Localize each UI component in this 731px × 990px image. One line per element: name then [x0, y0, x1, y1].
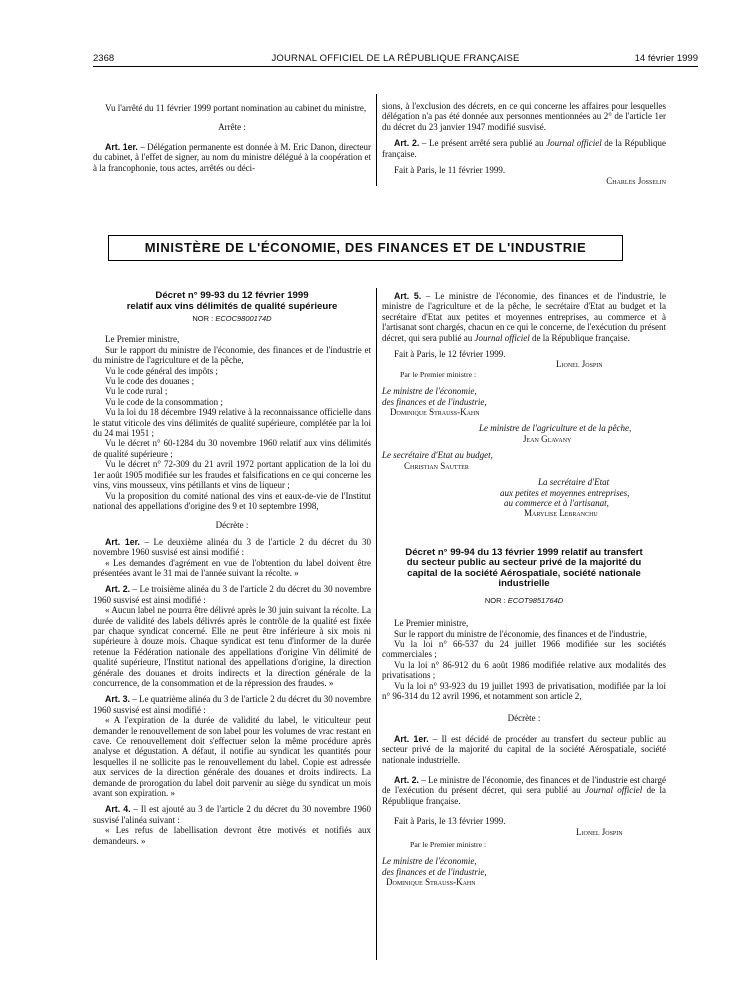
article-1: Art. 1er. – Le deuxième alinéa du 3 de l'article 2 du décret du 30 novembre 1960 susvisé est ainsi modifié :: [93, 536, 372, 558]
signatory-block: Le secrétaire d'Etat au budget, Christian Sautter: [382, 450, 666, 471]
article-1: Art. 1er. – Il est décidé de procéder au transfert du secteur public au secteur privé de la majorité du capital de la société Aérospatiale, société nationale industrielle.: [382, 733, 666, 765]
visa-paragraph: Vu l'arrêté du 11 février 1999 portant nomination au cabinet du ministre,: [105, 103, 367, 113]
top-right-column: [382, 101, 666, 187]
fait-line: Fait à Paris, le 13 février 1999.: [394, 816, 506, 827]
article-label: Art. 3.: [105, 694, 130, 705]
ministry-heading: MINISTÈRE DE L'ÉCONOMIE, DES FINANCES ET DE L'INDUSTRIE: [108, 235, 623, 261]
signatory-block: Le ministre de l'agriculture et de la pêche, Jean Glavany: [382, 423, 666, 444]
fait-line: Fait à Paris, le 11 février 1999.: [394, 165, 506, 176]
article-label: Art. 1er.: [105, 536, 141, 547]
premier-ministre: Le Premier ministre,: [394, 618, 469, 629]
visa-item: Vu la loi du 18 décembre 1949 relative à la reconnaissance officielle dans le statut viticole des vins délimités de qualité supérieure, complétée par la loi du 24 mai 1951 ;: [93, 407, 371, 439]
article-2: Art. 2. – Le ministre de l'économie, des finances et de l'industrie est chargé de l'exécution du présent décret, qui sera publié au Journal officiel de la République française.: [382, 775, 667, 806]
article-5: Art. 5. – Le ministre de l'économie, des finances et de l'industrie, le ministre de l'agriculture et de la pêche, le secrétaire d'Etat au budget et la secrétaire d'Etat aux petites et moyennes entreprises, au commerce et à l'artisanat sont chargés, chacun en ce qui le concerne, de l'exécution du présent décret, qui sera publié au Journal officiel de la République française.: [382, 291, 666, 343]
signatory-name: Dominique Strauss-Kahn: [386, 877, 476, 888]
article-1-quote: « Les demandes d'agrément en vue de l'obtention du label doivent être présentées avant le 31 mai de l'année suivant la récolte. »: [93, 557, 371, 578]
article-4: Art. 4. – Il est ajouté au 3 de l'article 2 du décret du 30 novembre 1960 susvisé l'alinéa suivant :: [93, 804, 371, 825]
signatory-name: Marylise Lebranchu: [524, 508, 598, 519]
decree-title: Décret n° 99-94 du 13 février 1999 relatif au transfert du secteur public au secteur privé de la majorité du capital de la société Aérospatiale, société nationale industrielle: [405, 546, 643, 590]
visa-item: Vu la loi n° 86-912 du 6 août 1986 modifiée relative aux modalités des privatisations ;: [382, 659, 666, 681]
article-paragraph: [93, 142, 371, 173]
right-main-column: [382, 291, 666, 888]
article-3-quote: « A l'expiration de la durée de validité du label, le viticulteur peut demander le renouvellement de son label pour les volumes de vrac restant en cave. Ce renouvellement doit s'effectuer selon la même procédure après analyse et dégustation. A défaut, il notifie au syndicat les quantités pour lesquelles il ne sollicite pas le renouvellement du label. Copie est adressée aux services de la direction générale des douanes et droits indirects. La demande de prorogation du label doit parvenir au siège du syndicat un mois avant son expiration. »: [93, 715, 371, 799]
visa-item: Vu la loi n° 66-537 du 24 juillet 1966 modifiée sur les sociétés commerciales ;: [382, 638, 666, 660]
decree-99-93-column: [93, 291, 371, 846]
column-divider-top: [376, 94, 377, 186]
article-label: Art. 2.: [394, 775, 419, 785]
article-paragraph: Art. 2. – Le présent arrêté sera publié au Journal officiel de la République française.: [382, 138, 667, 159]
column-divider-main: [376, 288, 377, 960]
signatory-block: Le ministre de l'économie, des finances et de l'industrie, Dominique Strauss-Kahn: [382, 856, 666, 887]
top-left-column: [93, 103, 371, 173]
signatory-block: Le ministre de l'économie, des finances et de l'industrie, Dominique Strauss-Kahn: [382, 386, 666, 417]
article-label: Art. 4.: [105, 804, 131, 815]
journal-title: JOURNAL OFFICIEL DE LA RÉPUBLIQUE FRANÇAISE: [271, 53, 520, 64]
article-2-quote: « Aucun label ne pourra être délivré après le 30 juin suivant la récolte. La durée de validité des labels délivrés après le contrôle de la qualité est fixée par chaque syndicat concerné. Elle ne peut être inférieure à six mois ni supérieure à douze mois. Chaque syndicat est tenu d'informer de la durée retenue la Fédération nationale des appellations d'origine Vin délimité de qualité supérieure, l'Institut national des appellations d'origine, la direction générale des douanes et droits indirects et la direction générale de la concurrence, de la consommation et de la répression des fraudes. »: [93, 605, 371, 688]
visa-item: Vu la loi n° 93-923 du 19 juillet 1993 de privatisation, modifiée par la loi n° 96-314 du 12 avril 1996, et notamment son article 2,: [382, 680, 666, 701]
article-label: Art. 1er.: [105, 141, 138, 152]
visa-item: Vu le décret n° 72-309 du 21 avril 1972 portant application de la loi du 1er août 1905 modifiée sur les fraudes et falsifications en ce qui concerne les vins, vins mousseux, vins pétillants et vins de liqueur ;: [93, 459, 371, 491]
signatory-name: Jean Glavany: [523, 433, 572, 444]
signature-pm: Lionel Jospin: [576, 826, 623, 837]
article-label: Art. 5.: [394, 291, 422, 301]
journal-reference: Journal officiel: [546, 138, 602, 149]
signature: Charles Josselin: [606, 176, 666, 187]
visa-list: [382, 629, 666, 702]
article-label: Art. 2.: [105, 584, 131, 595]
signatory-block: La secrétaire d'Etat aux petites et moyennes entreprises, au commerce et à l'artisanat, Marylise Lebranchu: [382, 477, 666, 519]
visa-item: Vu le décret n° 60-1284 du 30 novembre 1960 relatif aux vins délimités de qualité supérieure ;: [93, 438, 371, 459]
article-3: Art. 3. – Le quatrième alinéa du 3 de l'article 2 du décret du 30 novembre 1960 susvisé est ainsi modifié :: [93, 694, 371, 715]
premier-ministre: Le Premier ministre,: [105, 334, 180, 345]
visa-item: Vu le code général des impôts ;: [105, 365, 218, 376]
nor-reference: NOR : ECOT9851764D: [484, 595, 564, 605]
decrete-heading: Décrète :: [507, 713, 541, 724]
fait-line: Fait à Paris, le 12 février 1999.: [394, 349, 506, 360]
article-4-quote: « Les refus de labellisation devront être motivés et notifiés aux demandeurs. »: [93, 825, 371, 846]
article-text: – Délégation permanente est donnée à M. Eric Danon, directeur du cabinet, à l'effet de signer, au nom du ministre délégué à la coopération et à la francophonie, tous actes, arrêtés ou déci-: [93, 141, 371, 173]
signatory-name: Christian Sautter: [404, 460, 469, 471]
visa-item: Sur le rapport du ministre de l'économie, des finances et de l'industrie,: [394, 628, 647, 639]
arrete-heading: Arrête :: [218, 122, 246, 133]
visa-list: [93, 345, 371, 512]
continued-paragraph: sions, à l'exclusion des décrets, en ce qui concerne les affaires pour lesquelles délégation n'a pas été donnée aux personnes mentionnées au 2° de l'article 1er du décret du 23 janvier 1947 modifié susvisé.: [382, 101, 666, 132]
header-rule: [93, 66, 698, 67]
signature-pm: Lionel Jospin: [556, 359, 603, 370]
visa-item: Vu le code des douanes ;: [105, 376, 195, 387]
signatory-name: Dominique Strauss-Kahn: [390, 407, 480, 418]
journal-reference: Journal officiel: [474, 332, 530, 343]
article-label: Art. 2.: [394, 138, 420, 149]
article-label: Art. 1er.: [394, 733, 429, 744]
page-header: [93, 53, 698, 66]
visa-item: Vu la proposition du comité national des vins et eaux-de-vie de l'Institut national des appellations d'origine des 9 et 10 septembre 1998,: [93, 490, 371, 511]
par-premier-ministre: Par le Premier ministre :: [410, 840, 487, 850]
issue-date: 14 février 1999: [634, 53, 698, 64]
article-2: Art. 2. – Le troisième alinéa du 3 de l'article 2 du décret du 30 novembre 1960 susvisé est ainsi modifié :: [93, 584, 371, 605]
visa-item: Vu le code rural ;: [105, 386, 168, 397]
visa-item: Sur le rapport du ministre de l'économie, des finances et de l'industrie et du ministre de l'agriculture et de la pêche,: [93, 344, 371, 366]
decree-title: Décret n° 99-93 du 12 février 1999 relatif aux vins délimités de qualité supérieure: [126, 290, 338, 312]
page-number: 2368: [93, 53, 115, 64]
visa-item: Vu le code de la consommation ;: [105, 396, 223, 407]
decrete-heading: Décrète :: [215, 520, 249, 531]
nor-reference: NOR : ECOC9800174D: [192, 314, 272, 323]
journal-reference: Journal officiel: [584, 785, 643, 796]
par-premier-ministre: Par le Premier ministre :: [400, 369, 477, 379]
